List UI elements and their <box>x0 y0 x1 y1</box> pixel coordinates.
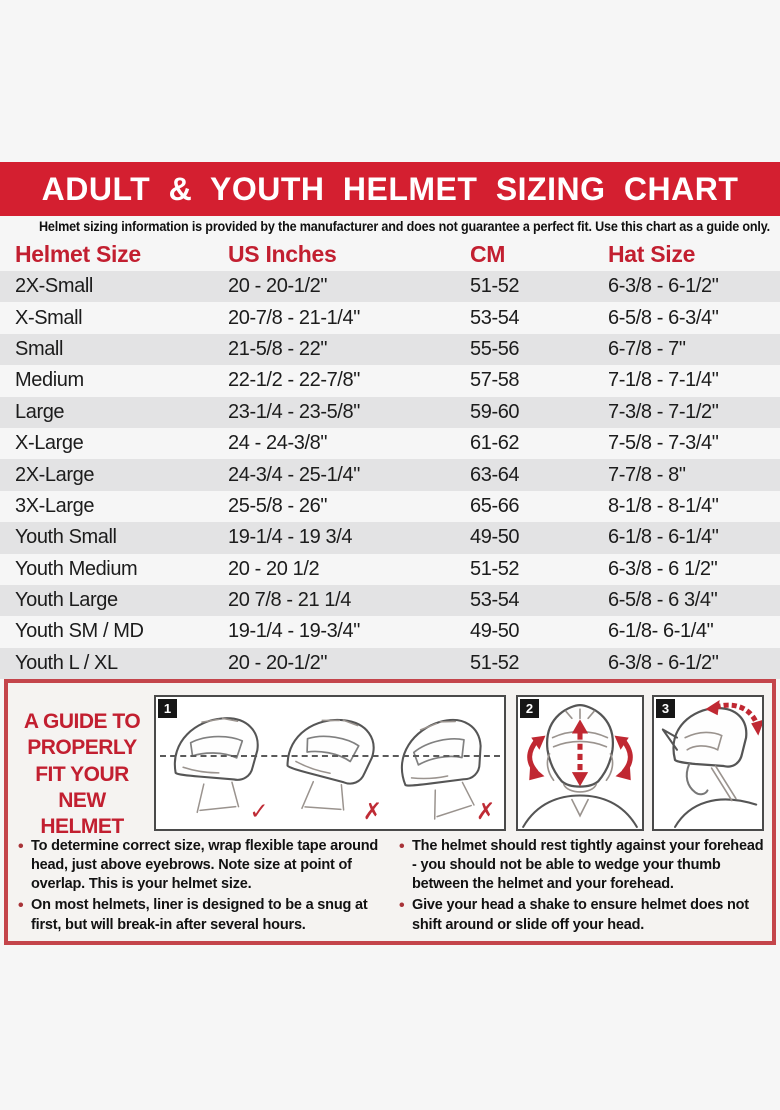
cell-helmet-size: Youth Small <box>15 526 117 549</box>
instruction-item: • The helmet should rest tightly against your forehead - you should not be able to wedge your thumb between the helmet and your forehead. <box>399 837 766 894</box>
sizing-table <box>0 238 780 679</box>
table-row <box>0 522 780 553</box>
table-row <box>0 648 780 679</box>
cell-us-inches: 19-1/4 - 19-3/4" <box>228 620 360 643</box>
instruction-item: • To determine correct size, wrap flexible tape around head, just above eyebrows. Note size at point of overlap. This is your helmet size. <box>18 837 385 894</box>
cell-helmet-size: X-Small <box>15 306 83 329</box>
cell-us-inches: 22-1/2 - 22-7/8" <box>228 369 360 392</box>
cell-helmet-size: Youth Large <box>15 589 118 612</box>
column-header-cm: CM <box>470 241 506 267</box>
table-row <box>0 365 780 396</box>
instructions-left-column <box>18 835 385 937</box>
cell-cm: 49-50 <box>470 620 520 643</box>
cell-us-inches: 20 - 20-1/2" <box>228 275 328 298</box>
cell-hat-size: 7-3/8 - 7-1/2" <box>608 400 719 423</box>
table-row <box>0 302 780 333</box>
cell-cm: 65-66 <box>470 494 520 517</box>
page-title: ADULT & YOUTH HELMET SIZING CHART <box>41 170 739 207</box>
cell-hat-size: 6-3/8 - 6 1/2" <box>608 557 718 580</box>
cell-hat-size: 7-5/8 - 7-3/4" <box>608 432 719 455</box>
cell-helmet-size: Youth Medium <box>15 557 138 580</box>
table-header-row <box>0 238 780 271</box>
table-row <box>0 397 780 428</box>
x-mark: ✗ <box>476 799 496 825</box>
cell-us-inches: 21-5/8 - 22" <box>228 337 328 360</box>
cell-helmet-size: X-Large <box>15 432 84 455</box>
cell-us-inches: 23-1/4 - 23-5/8" <box>228 400 360 423</box>
cell-us-inches: 20-7/8 - 21-1/4" <box>228 306 360 329</box>
table-row <box>0 585 780 616</box>
helmet-correct-example <box>161 701 273 825</box>
helmet-too-high-example <box>274 701 386 825</box>
guide-panel-eye-level <box>154 695 506 831</box>
cell-cm: 61-62 <box>470 432 520 455</box>
panel-number-badge: 2 <box>520 699 539 718</box>
instruction-item: • On most helmets, liner is designed to be a snug at first, but will break-in after several hours. <box>18 896 385 934</box>
cell-helmet-size: 2X-Small <box>15 275 93 298</box>
cell-helmet-size: Youth SM / MD <box>15 620 144 643</box>
title-banner <box>0 162 780 216</box>
table-row <box>0 428 780 459</box>
cell-cm: 59-60 <box>470 400 520 423</box>
size-table-body <box>0 271 780 679</box>
check-mark: ✓ <box>249 799 269 825</box>
instructions-right-column <box>385 835 766 937</box>
cell-helmet-size: Medium <box>15 369 84 392</box>
column-header-hat-size: Hat Size <box>608 241 696 267</box>
cell-cm: 51-52 <box>470 275 520 298</box>
cell-helmet-size: Youth L / XL <box>15 651 118 674</box>
cell-helmet-size: Small <box>15 337 64 360</box>
cell-hat-size: 6-1/8 - 6-1/4" <box>608 526 719 549</box>
guide-panel-shake-test <box>652 695 764 831</box>
cell-hat-size: 6-5/8 - 6-3/4" <box>608 306 719 329</box>
cell-us-inches: 20 - 20-1/2" <box>228 651 328 674</box>
disclaimer-text: Helmet sizing information is provided by the manufacturer and does not guarantee a perfect fit. Use this chart as a guide only. <box>39 218 770 234</box>
cell-hat-size: 6-3/8 - 6-1/2" <box>608 275 719 298</box>
cell-helmet-size: Large <box>15 400 65 423</box>
cell-us-inches: 19-1/4 - 19 3/4 <box>228 526 353 549</box>
cell-cm: 51-52 <box>470 651 520 674</box>
cell-helmet-size: 3X-Large <box>15 494 95 517</box>
guide-panel-snug-test <box>516 695 644 831</box>
cell-hat-size: 8-1/8 - 8-1/4" <box>608 494 719 517</box>
cell-us-inches: 20 - 20 1/2 <box>228 557 320 580</box>
column-header-helmet-size: Helmet Size <box>15 241 141 267</box>
column-header-us-inches: US Inches <box>228 241 337 267</box>
cell-cm: 51-52 <box>470 557 520 580</box>
guide-illustrations-row <box>16 695 764 838</box>
cell-cm: 49-50 <box>470 526 520 549</box>
table-row <box>0 271 780 302</box>
cell-helmet-size: 2X-Large <box>15 463 95 486</box>
cell-cm: 63-64 <box>470 463 520 486</box>
helmet-too-low-example <box>387 701 499 825</box>
instruction-item: • Give your head a shake to ensure helmet does not shift around or slide off your head. <box>399 896 766 934</box>
fit-guide-box <box>4 679 776 945</box>
table-row <box>0 334 780 365</box>
guide-heading <box>16 695 148 838</box>
cell-hat-size: 7-1/8 - 7-1/4" <box>608 369 719 392</box>
cell-hat-size: 6-3/8 - 6-1/2" <box>608 651 719 674</box>
cell-hat-size: 7-7/8 - 8" <box>608 463 686 486</box>
table-row <box>0 491 780 522</box>
cell-cm: 57-58 <box>470 369 520 392</box>
helmet-position-examples <box>156 697 504 829</box>
guide-heading-line: NEW HELMET <box>40 788 124 838</box>
table-row <box>0 459 780 490</box>
x-mark: ✗ <box>362 799 382 825</box>
table-row <box>0 554 780 585</box>
cell-hat-size: 6-5/8 - 6 3/4" <box>608 589 718 612</box>
guide-heading-line: FIT YOUR <box>35 762 129 786</box>
panel-number-badge: 3 <box>656 699 675 718</box>
guide-heading-line: A GUIDE TO <box>23 710 141 733</box>
cell-us-inches: 25-5/8 - 26" <box>228 494 328 517</box>
cell-us-inches: 20 7/8 - 21 1/4 <box>228 589 351 612</box>
guide-instructions <box>18 835 766 937</box>
cell-hat-size: 6-7/8 - 7" <box>608 337 686 360</box>
cell-cm: 55-56 <box>470 337 520 360</box>
cell-cm: 53-54 <box>470 589 520 612</box>
cell-hat-size: 6-1/8- 6-1/4" <box>608 620 714 643</box>
cell-cm: 53-54 <box>470 306 520 329</box>
cell-us-inches: 24-3/4 - 25-1/4" <box>228 463 360 486</box>
guide-heading-line: PROPERLY <box>27 736 137 760</box>
cell-us-inches: 24 - 24-3/8" <box>228 432 328 455</box>
table-row <box>0 616 780 647</box>
panel-number-badge: 1 <box>158 699 177 718</box>
